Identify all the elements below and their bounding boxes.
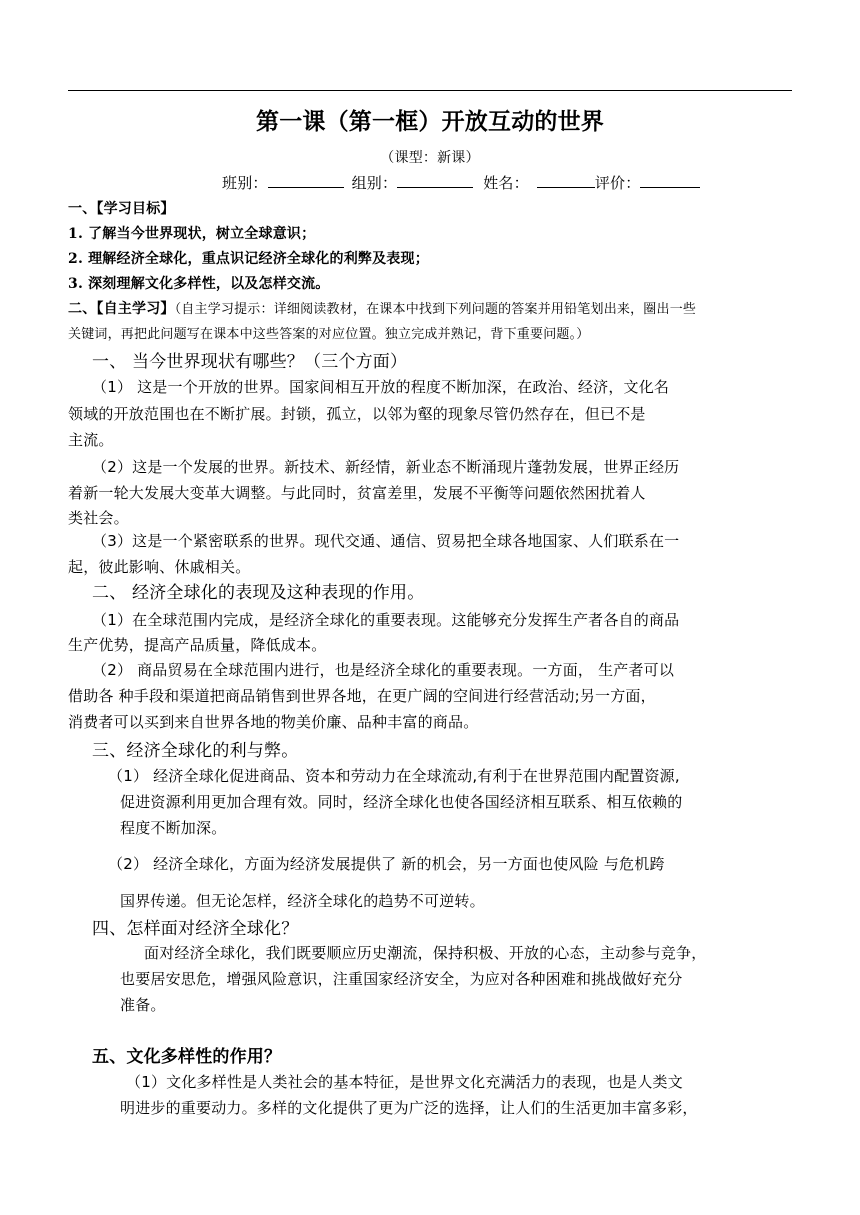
goal-item: 1. 了解当今世界现状，树立全球意识；: [68, 226, 316, 242]
top-rule: [68, 90, 792, 91]
group-blank[interactable]: [397, 173, 473, 188]
paragraph-line: 国界传递。但无论怎样，经济全球化的趋势不可逆转。: [120, 892, 485, 910]
paragraph-line: （3）这是一个紧密联系的世界。现代交通、通信、贸易把全球各地国家、人们联系在一: [92, 532, 680, 550]
paragraph-line: 消费者可以买到来自世界各地的物美价廉、品种丰富的商品。: [68, 713, 479, 731]
section-heading: 三、经济全球化的利与弊。: [92, 741, 299, 761]
lesson-type: （课型：新课）: [380, 150, 480, 166]
student-info-row: [222, 172, 700, 193]
section-heading: 五、文化多样性的作用？: [92, 1047, 282, 1067]
self-study-header: [68, 298, 696, 318]
eval-blank[interactable]: [640, 173, 700, 188]
paragraph-line: （1） 这是一个开放的世界。国家间相互开放的程度不断加深，在政治、经济，文化名: [92, 378, 670, 396]
goal-item: 2. 理解经济全球化，重点识记经济全球化的利弊及表现；: [68, 251, 429, 267]
section-heading: 二、 经济全球化的表现及这种表现的作用。: [92, 583, 425, 603]
paragraph-line: 起，彼此影响、休戚相关。: [68, 558, 251, 576]
class-blank[interactable]: [268, 173, 344, 188]
page-title: 第一课（第一框）开放互动的世界: [256, 109, 604, 135]
self-study-heading: 二、【自主学习】: [68, 301, 175, 317]
paragraph-line: 程度不断加深。: [120, 819, 227, 837]
paragraph-line: 借助各 种手段和渠道把商品销售到世界各地，在更广阔的空间进行经营活动;另一方面，: [68, 687, 656, 705]
class-label: 班别：: [222, 174, 268, 192]
paragraph-line: 着新一轮大发展大变革大调整。与此同时，贫富差里，发展不平衡等问题依然困扰着人: [68, 484, 646, 502]
paragraph-line: 主流。: [68, 431, 114, 449]
paragraph-line: （1） 经济全球化促进商品、资本和劳动力在全球流动,有利于在世界范围内配置资源,: [108, 767, 680, 785]
paragraph-line: 也要居安思危，增强风险意识，注重国家经济安全，为应对各种困难和挑战做好充分: [120, 970, 683, 988]
name-blank[interactable]: [537, 173, 595, 188]
section-heading: 四、怎样面对经济全球化？: [92, 919, 299, 939]
paragraph-line: （1）文化多样性是人类社会的基本特征，是世界文化充满活力的表现，也是人类文: [126, 1073, 683, 1091]
paragraph-line: 领域的开放范围也在不断扩展。封锁，孤立，以邻为壑的现象尽管仍然存在，但已不是: [68, 405, 646, 423]
paragraph-line: （2） 商品贸易在全球范围内进行，也是经济全球化的重要表现。一方面， 生产者可以: [92, 661, 675, 679]
section-heading: 一、 当今世界现状有哪些？（三个方面）: [92, 352, 408, 372]
paragraph-line: 准备。: [120, 996, 166, 1014]
paragraph-line: （1）在全球范围内完成，是经济全球化的重要表现。这能够充分发挥生产者各自的商品: [92, 611, 680, 629]
paragraph-line: 促进资源利用更加合理有效。同时，经济全球化也使各国经济相互联系、相互依赖的: [120, 793, 683, 811]
goals-heading: 一、【学习目标】: [68, 201, 175, 217]
paragraph-line: 类社会。: [68, 509, 129, 527]
paragraph-line: 生产优势，提高产品质量，降低成本。: [68, 636, 327, 654]
self-study-hint: 关键词，再把此问题写在课本中这些答案的对应位置。独立完成并熟记，背下重要问题。）: [68, 327, 590, 342]
paragraph-line: （2） 经济全球化，方面为经济发展提供了 新的机会，另一方面也使风险 与危机跨: [108, 855, 665, 873]
goal-item: 3. 深刻理解文化多样性，以及怎样交流。: [68, 276, 330, 292]
paragraph-line: 面对经济全球化，我们既要顺应历史潮流，保持积极、开放的心态，主动参与竞争，: [144, 944, 707, 962]
paragraph-line: （2）这是一个发展的世界。新技术、新经情，新业态不断涌现片蓬勃发展，世界正经历: [92, 458, 680, 476]
eval-label: 评价：: [594, 174, 641, 192]
group-label: 组别：: [351, 174, 398, 192]
self-study-hint: （自主学习提示：详细阅读教材，在课本中找到下列问题的答案并用铅笔划出来，圈出一些: [174, 302, 697, 317]
paragraph-line: 明进步的重要动力。多样的文化提供了更为广泛的选择，让人们的生活更加丰富多彩，: [120, 1099, 698, 1117]
name-label: 姓名：: [483, 174, 529, 192]
